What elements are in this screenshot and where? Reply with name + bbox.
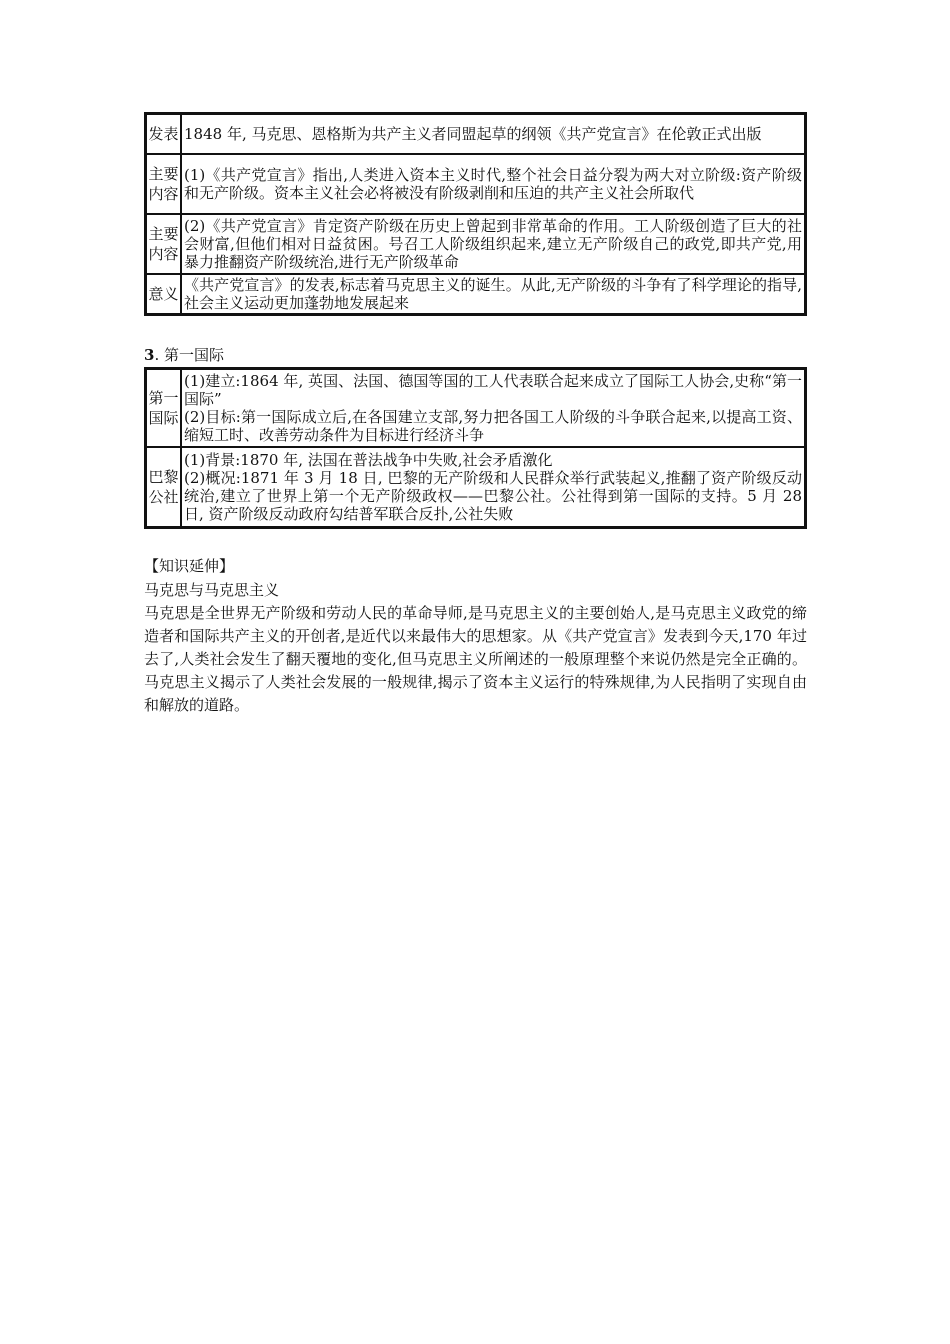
table-row [146, 114, 806, 155]
section-number: 3 [144, 346, 155, 364]
row-content: (2)《共产党宣言》肯定资产阶级在历史上曾起到非常革命的作用。工人阶级创造了巨大的社会财富,但他们相对日益贫困。号召工人阶级组织起来,建立无产阶级自己的政党,即共产党,用暴力推翻资产阶级统治,进行无产阶级革命 [181, 214, 806, 274]
row-content: 《共产党宣言》的发表,标志着马克思主义的诞生。从此,无产阶级的斗争有了科学理论的指导,社会主义运动更加蓬勃地发展起来 [181, 274, 806, 315]
content-line: (2)目标:第一国际成立后,在各国建立支部,努力把各国工人阶级的斗争联合起来,以提高工资、缩短工时、改善劳动条件为目标进行经济斗争 [184, 408, 802, 444]
row-label: 第一国际 [146, 369, 182, 448]
section-title-text: . 第一国际 [154, 346, 224, 364]
document-page [144, 112, 807, 717]
table-row [146, 447, 806, 528]
first-international-table [144, 367, 807, 529]
table-row [146, 274, 806, 315]
content-line: (2)概况:1871 年 3 月 18 日, 巴黎的无产阶级和人民群众举行武装起义,推翻了资产阶级反动统治,建立了世界上第一个无产阶级政权——巴黎公社。公社得到第一国际的支持。5 月 28 日, 资产阶级反动政府勾结普军联合反扑,公社失败 [184, 469, 802, 523]
row-label: 巴黎公社 [146, 447, 182, 528]
row-label: 意义 [146, 274, 182, 315]
table-row [146, 214, 806, 274]
row-label: 发表 [146, 114, 182, 155]
content-line: (1)建立:1864 年, 英国、法国、德国等国的工人代表联合起来成立了国际工人协会,史称“第一国际” [184, 372, 802, 408]
table-row [146, 369, 806, 448]
row-label: 主要内容 [146, 154, 182, 214]
extension-heading: 【知识延伸】 [144, 557, 235, 575]
row-content: 1848 年, 马克思、恩格斯为共产主义者同盟起草的纲领《共产党宣言》在伦敦正式出版 [181, 114, 806, 155]
extension-subtitle: 马克思与马克思主义 [144, 581, 280, 599]
row-content [181, 369, 806, 448]
table-row [146, 154, 806, 214]
section-heading [144, 346, 807, 364]
content-line: (1)背景:1870 年, 法国在普法战争中失败,社会矛盾激化 [184, 451, 553, 469]
row-label: 主要内容 [146, 214, 182, 274]
manifesto-table [144, 112, 807, 316]
row-content [181, 447, 806, 528]
row-content: (1)《共产党宣言》指出,人类进入资本主义时代,整个社会日益分裂为两大对立阶级:资产阶级和无产阶级。资本主义社会必将被没有阶级剥削和压迫的共产主义社会所取代 [181, 154, 806, 214]
extension-body: 马克思是全世界无产阶级和劳动人民的革命导师,是马克思主义的主要创始人,是马克思主义政党的缔造者和国际共产主义的开创者,是近代以来最伟大的思想家。从《共产党宣言》发表到今天,170 年过去了,人类社会发生了翻天覆地的变化,但马克思主义所阐述的一般原理整个来说仍然是完全正确的。马克思主义揭示了人类社会发展的一般规律,揭示了资本主义运行的特殊规律,为人民指明了实现自由和解放的道路。 [144, 604, 807, 714]
